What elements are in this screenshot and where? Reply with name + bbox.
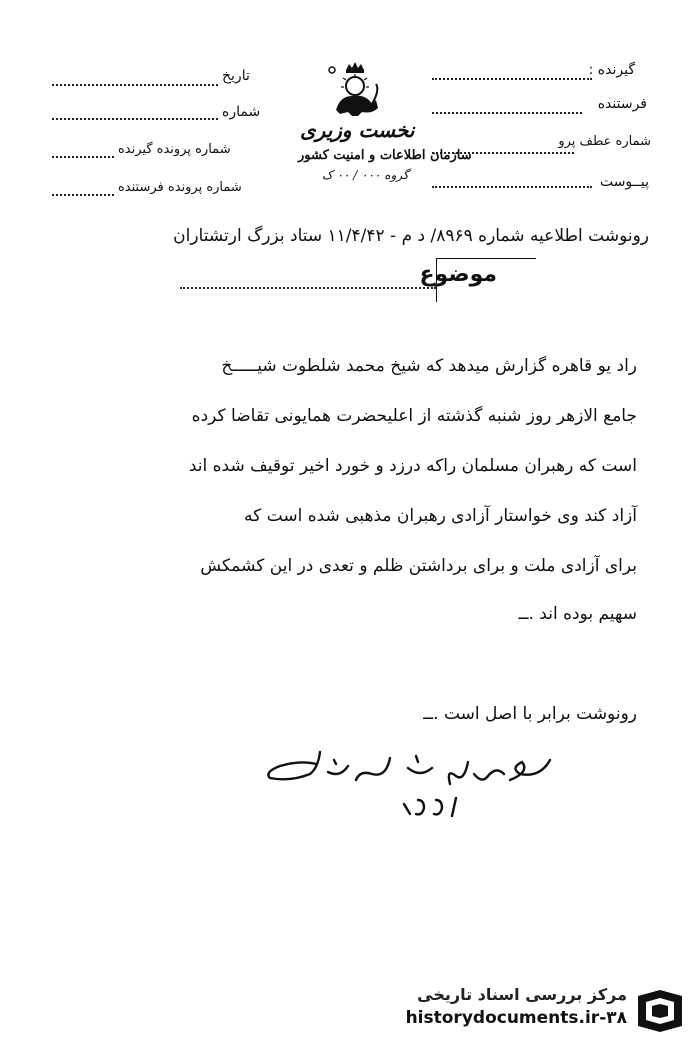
reference-line: رونوشت اطلاعیه شماره ۸۹۶۹/ د م - ۱۱/۴/۴۲ ستاد بزرگ ارتشتاران: [173, 226, 649, 246]
watermark-url: historydocuments.ir: [405, 1008, 600, 1028]
number-dots: [52, 118, 218, 120]
ref-number-label: شماره عطف پرو: [558, 134, 651, 149]
recipient-file-dots: [52, 156, 114, 158]
watermark-page-ref: -۳۸: [599, 1008, 627, 1028]
attachment-label: پیــوست: [599, 174, 649, 190]
org-subtitle: سازمان اطلاعات و امنیت کشور: [298, 148, 472, 163]
body-line-4: آزاد کند وی خواستار آزادی رهبران مذهبی شده است که: [244, 506, 637, 526]
subject-label: موضوع: [419, 262, 497, 287]
body-line-5: برای آزادی ملت و برای برداشتن ظلم و تعدی در این کشمکش: [200, 556, 637, 576]
archive-logo-icon: [632, 988, 688, 1034]
watermark-site: [406, 1008, 627, 1028]
body-line-2: جامع الازهر روز شنبه گذشته از اعلیحضرت همایونی تقاضا کرده: [191, 406, 637, 426]
subject-box-top: [436, 258, 536, 259]
watermark-org-name: مرکز بررسی اسناد تاریخی: [417, 985, 627, 1004]
body-line-1: راد یو قاهره گزارش میدهد که شیخ محمد شلطوت شیـــــخ: [221, 356, 637, 376]
sender-file-dots: [52, 194, 114, 196]
date-dots: [52, 84, 218, 86]
recipient-file-label: شماره پرونده گیرنده: [118, 142, 231, 157]
recipient-label: گیرنده :: [588, 62, 635, 78]
attachment-dots: [432, 186, 592, 188]
org-group: گروه ۰۰۰ / ۰۰ ک: [322, 168, 409, 182]
sender-file-label: شماره پرونده فرستنده: [118, 180, 242, 195]
closing-line: رونوشت برابر با اصل است .ــ: [423, 704, 637, 724]
handwritten-annotation: [260, 738, 560, 838]
subject-dots: [180, 287, 436, 289]
lion-and-sun-emblem-icon: [318, 60, 390, 120]
number-label: شماره: [222, 104, 261, 120]
date-label: تاریخ: [222, 68, 250, 84]
org-title: نخست وزیری: [300, 118, 415, 142]
body-line-6: سهیم بوده اند .ــ: [518, 604, 637, 624]
sender-dots: [432, 112, 582, 114]
sender-label: فرستنده: [597, 96, 647, 112]
recipient-dots: [432, 78, 592, 80]
body-line-3: است که رهبران مسلمان راکه درزد و خورد اخیر توقیف شده اند: [188, 456, 637, 476]
